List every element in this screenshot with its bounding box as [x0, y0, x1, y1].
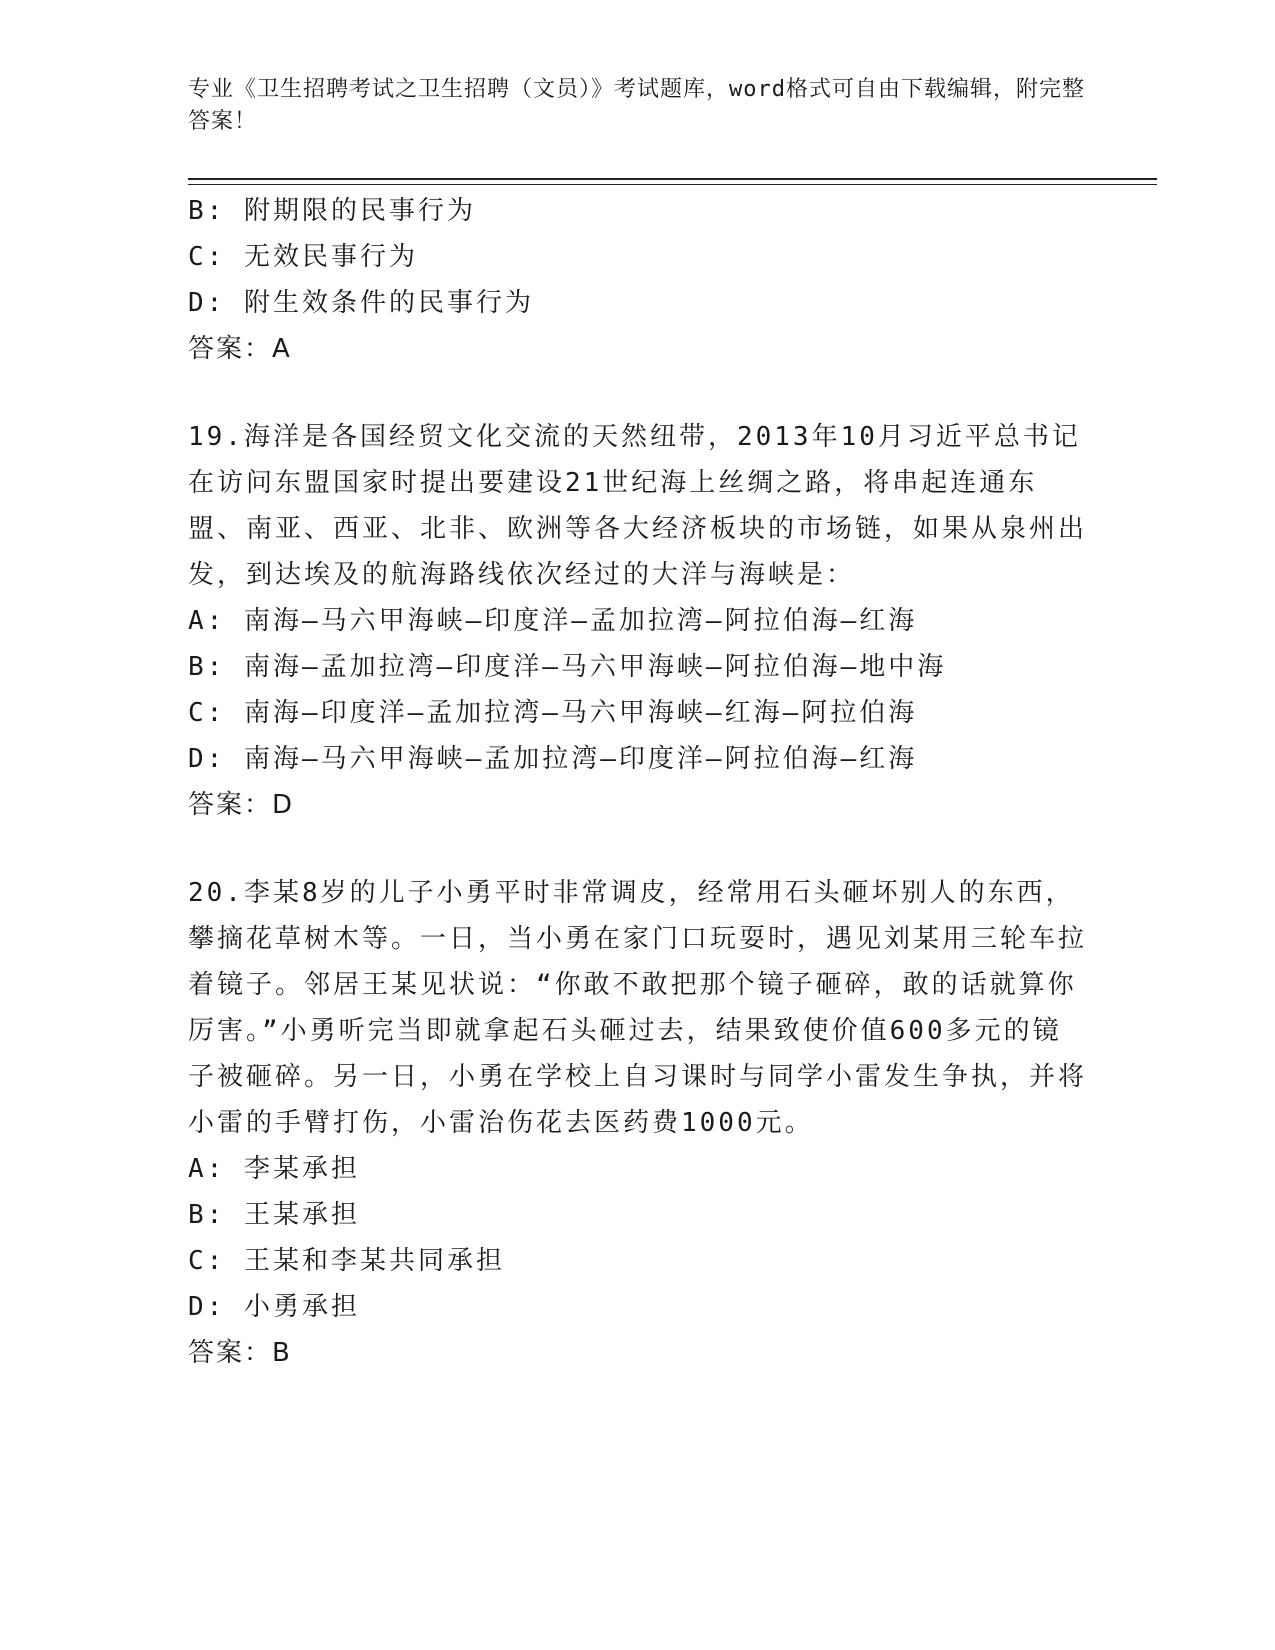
question-content — [188, 188, 1088, 1376]
answer-label: 答案：D — [188, 790, 295, 820]
option-b: B: 南海—孟加拉湾—印度洋—马六甲海峡—阿拉伯海—地中海 — [188, 652, 947, 682]
option-a: A: 李某承担 — [188, 1154, 360, 1184]
answer-label: 答案：B — [188, 1338, 292, 1368]
document-header — [188, 74, 1088, 138]
previous-question-tail — [188, 188, 1088, 372]
header-rule-thick — [188, 178, 1157, 180]
option-d: D: 小勇承担 — [188, 1292, 360, 1322]
option-b: B: 王某承担 — [188, 1200, 360, 1230]
option-c: C: 南海—印度洋—孟加拉湾—马六甲海峡—红海—阿拉伯海 — [188, 698, 918, 728]
question-stem: 20.李某8岁的儿子小勇平时非常调皮，经常用石头砸坏别人的东西，攀摘花草树木等。一日，当小勇在家门口玩耍时，遇见刘某用三轮车拉着镜子。邻居王某见状说：“你敢不敢把那个镜子砸碎，敢的话就算你厉害。”小勇听完当即就拿起石头砸过去，结果致使价值600多元的镜子被砸碎。另一日，小勇在学校上自习课时与同学小雷发生争执，并将小雷的手臂打伤，小雷治伤花去医药费1000元。 — [188, 878, 1088, 1138]
spacer — [188, 372, 1088, 414]
header-text: 专业《卫生招聘考试之卫生招聘（文员）》考试题库，word格式可自由下载编辑，附完整答案！ — [188, 77, 1085, 134]
spacer — [188, 828, 1088, 870]
option-c: C: 王某和李某共同承担 — [188, 1246, 505, 1276]
option-b: B: 附期限的民事行为 — [188, 196, 476, 226]
header-rule-thin — [188, 184, 1157, 185]
option-c: C: 无效民事行为 — [188, 242, 418, 272]
answer-label: 答案：A — [188, 334, 292, 364]
question-19 — [188, 414, 1088, 828]
option-d: D: 附生效条件的民事行为 — [188, 288, 534, 318]
option-d: D: 南海—马六甲海峡—孟加拉湾—印度洋—阿拉伯海—红海 — [188, 744, 918, 774]
option-a: A: 南海—马六甲海峡—印度洋—孟加拉湾—阿拉伯海—红海 — [188, 606, 918, 636]
question-stem: 19.海洋是各国经贸文化交流的天然纽带，2013年10月习近平总书记在访问东盟国家时提出要建设21世纪海上丝绸之路，将串起连通东盟、南亚、西亚、北非、欧洲等各大经济板块的市场链，如果从泉州出发，到达埃及的航海路线依次经过的大洋与海峡是： — [188, 422, 1088, 590]
question-20 — [188, 870, 1088, 1376]
